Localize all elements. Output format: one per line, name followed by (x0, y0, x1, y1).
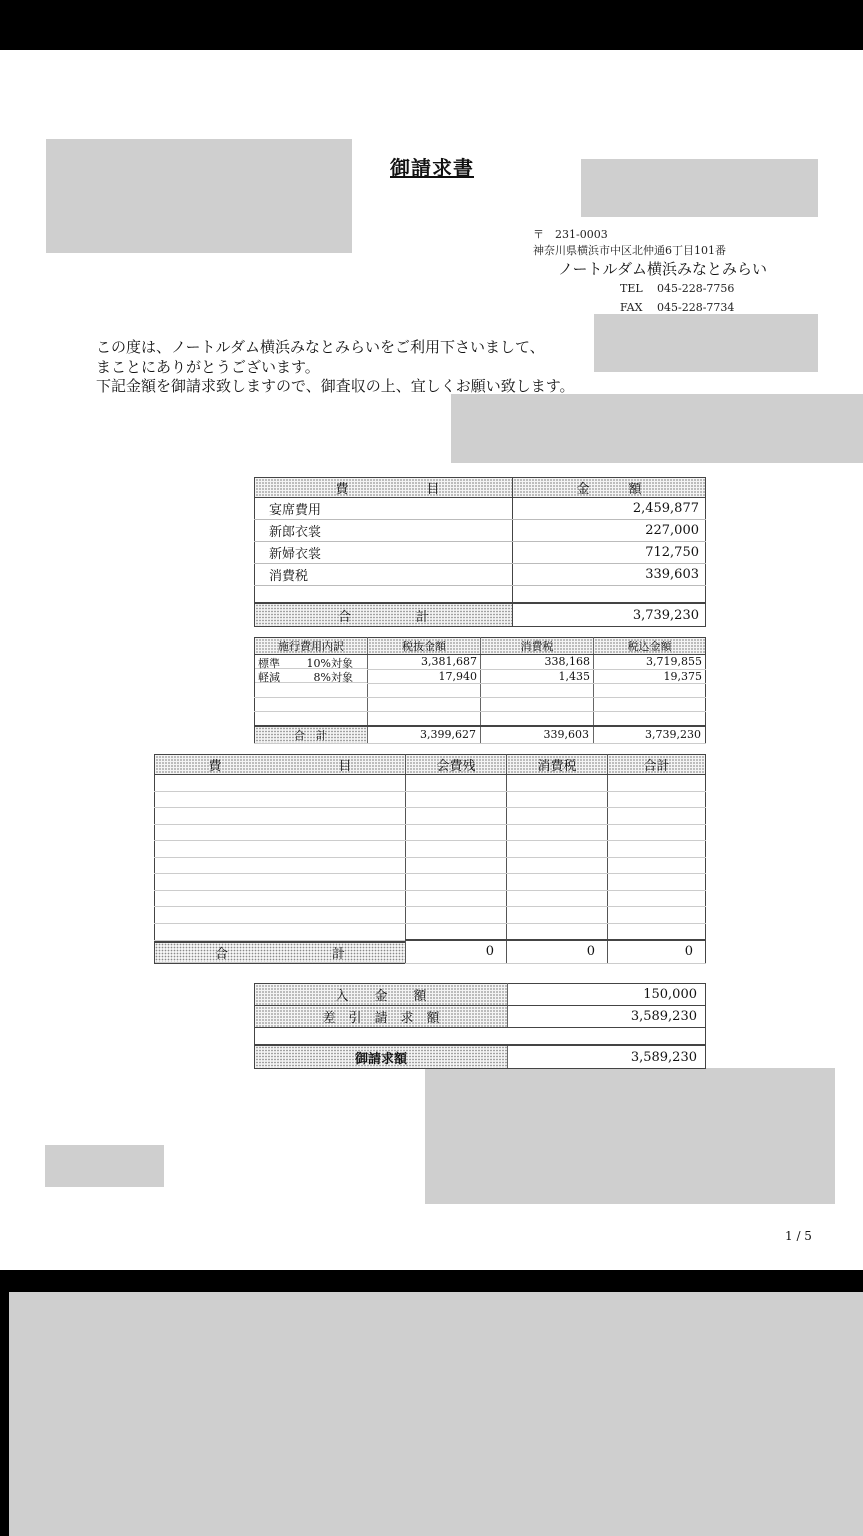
total-label-right: 計 (331, 946, 345, 962)
net-amount: 17,940 (368, 669, 481, 683)
summary-table (254, 477, 706, 627)
header-total: 合計 (608, 755, 706, 775)
header-amount: 金 額 (513, 478, 706, 498)
table-row (155, 857, 706, 874)
table-row (255, 542, 706, 564)
table-row (255, 586, 706, 604)
table-row (155, 808, 706, 825)
address: 神奈川県横浜市中区北仲通6丁目101番 (533, 244, 726, 257)
deposit-amount: 150,000 (508, 984, 706, 1006)
rate-label: 10%対象 (306, 657, 353, 670)
header-item: 費 目 (255, 478, 513, 498)
header-tax: 消費税 (507, 755, 608, 775)
top-black-bar (0, 0, 863, 50)
table-row (255, 683, 706, 697)
table-header (255, 478, 706, 498)
redacted-stamp (594, 314, 818, 372)
table-row (255, 669, 706, 683)
rate-kind: 軽減 (258, 671, 280, 684)
invoice-label: 御請求額 (255, 1045, 508, 1069)
item-amount: 712,750 (513, 542, 706, 564)
difference-amount: 3,589,230 (508, 1006, 706, 1028)
fax-number: 045-228-7734 (657, 301, 735, 314)
total-row (255, 603, 706, 627)
table-row (255, 1006, 706, 1028)
invoice-total-row (255, 1045, 706, 1069)
tax-amount: 1,435 (481, 669, 594, 683)
total-balance: 0 (406, 940, 507, 963)
total-tax: 339,603 (481, 726, 594, 744)
total-net: 3,399,627 (368, 726, 481, 744)
table-row (155, 890, 706, 907)
table-header (255, 638, 706, 655)
page-separator-bar (0, 1270, 863, 1290)
table-row (155, 775, 706, 792)
document-title: 御請求書 (390, 156, 474, 180)
gross-amount: 3,719,855 (594, 655, 706, 670)
company-name: ノートルダム横浜みなとみらい (558, 260, 767, 278)
redacted-remarks (425, 1068, 835, 1204)
rate-label: 8%対象 (313, 671, 353, 684)
item-amount: 339,603 (513, 564, 706, 586)
header-item: 費 目 (155, 755, 406, 775)
table-row (255, 520, 706, 542)
total-label-left: 合 (215, 946, 229, 962)
redacted-block (451, 394, 863, 463)
greeting-line: 下記金額を御請求致しますので、御査収の上、宜しくお願い致します。 (96, 377, 575, 395)
total-gross: 3,739,230 (594, 726, 706, 744)
tel-label: TEL (620, 282, 643, 295)
tax-amount: 338,168 (481, 655, 594, 670)
item-label: 新婦衣裳 (255, 542, 513, 564)
rate-cell (255, 655, 367, 669)
total-row (255, 726, 706, 744)
greeting-line: この度は、ノートルダム横浜みなとみらいをご利用下さいまして、 (96, 338, 545, 356)
table-row (155, 923, 706, 940)
invoice-amount: 3,589,230 (508, 1045, 706, 1069)
table-row (155, 907, 706, 924)
tax-breakdown-table (254, 637, 706, 744)
page-number: 1 / 5 (785, 1229, 812, 1243)
tel-number: 045-228-7756 (657, 282, 735, 295)
header-net: 税抜金額 (368, 638, 481, 655)
table-row (255, 711, 706, 726)
total-label: 合 計 (255, 603, 513, 627)
rate-kind: 標準 (258, 657, 280, 670)
item-amount: 2,459,877 (513, 498, 706, 520)
item-amount: 227,000 (513, 520, 706, 542)
table-row (155, 841, 706, 858)
header-balance: 会費残 (406, 755, 507, 775)
header-tax: 消費税 (481, 638, 594, 655)
table-row (255, 984, 706, 1006)
deposit-label: 入 金 額 (255, 984, 508, 1006)
table-row (155, 791, 706, 808)
total-sum: 0 (608, 940, 706, 963)
table-row (255, 655, 706, 670)
table-row (155, 824, 706, 841)
table-row (255, 564, 706, 586)
header-gross: 税込金額 (594, 638, 706, 655)
fax-label: FAX (620, 301, 643, 314)
total-tax: 0 (507, 940, 608, 963)
item-label: 新郎衣裳 (255, 520, 513, 542)
rate-cell (255, 669, 367, 683)
table-row (255, 697, 706, 711)
postal-code: 〒 231-0003 (533, 228, 608, 241)
header-breakdown: 施行費用内訳 (255, 638, 368, 655)
redacted-recipient (46, 139, 352, 253)
gross-amount: 19,375 (594, 669, 706, 683)
fee-table (154, 754, 706, 964)
redacted-note (45, 1145, 164, 1187)
greeting-line: まことにありがとうございます。 (96, 358, 320, 376)
table-header (155, 755, 706, 775)
payment-table (254, 983, 706, 1069)
net-amount: 3,381,687 (368, 655, 481, 670)
difference-label: 差 引 請 求 額 (255, 1006, 508, 1028)
table-row (155, 874, 706, 891)
table-row (255, 498, 706, 520)
total-label: 合 計 (255, 726, 368, 744)
redacted-next-page (9, 1292, 863, 1536)
item-label: 宴席費用 (255, 498, 513, 520)
total-row (155, 940, 706, 963)
separator-row (255, 1028, 706, 1046)
total-amount: 3,739,230 (513, 603, 706, 627)
item-label: 消費税 (255, 564, 513, 586)
redacted-date (581, 159, 818, 217)
total-label (155, 941, 405, 963)
